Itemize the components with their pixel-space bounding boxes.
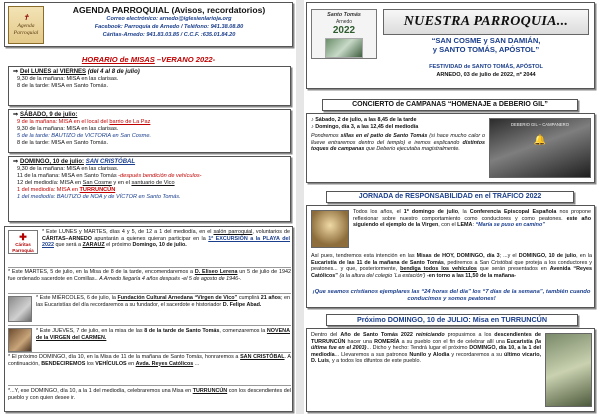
event-text: . A continuación, [8, 354, 291, 367]
jornada-text: 1º domingo de julio [403, 209, 458, 215]
proximo-part: Año de Santo Tomás 2022 [340, 332, 413, 338]
schedule-line [17, 187, 286, 194]
event-turruncun [8, 388, 291, 401]
event-text: TURRUNCÚN [192, 388, 228, 394]
nuestra-parroquia-header [306, 2, 595, 89]
proximo-box [306, 328, 595, 412]
agenda-title: AGENDA PARROQUIAL (Avisos, recordatorios) [72, 5, 266, 15]
event-text: Fundación Cultural Arnedana [117, 295, 193, 301]
arrow-right-icon: ⇒ [13, 112, 19, 118]
concierto-line [311, 117, 485, 124]
logo-line1: Agenda [17, 22, 35, 29]
event-text: “Virgen de Vico” [192, 295, 238, 301]
right-page [304, 0, 597, 414]
proximo-part: a su pueblo con el fin de celebrar allí una [399, 338, 507, 345]
jornada-text: , la [458, 209, 470, 215]
event-text: SAN CRISTÓBAL [240, 354, 285, 360]
jornada-text: (a la altura del colegio ‘La estación’) [337, 272, 427, 279]
stamp-year: 2022 [332, 24, 356, 36]
line-note: -después bendición de vehículos- [116, 173, 202, 180]
heart-cross-icon: ✚ [19, 232, 27, 242]
proximo-title: Próximo DOMINGO, 10 de JULIO: Misa en TURRUNCÚN [326, 314, 578, 326]
concierto-title: CONCIERTO de CAMPANAS “HOMENAJE a DEBERIO GIL” [322, 99, 578, 111]
jornada-text: este año siguiendo el ejemplo de la Virgen [353, 215, 591, 229]
proximo-part: Dentro del [311, 332, 341, 338]
schedule-line [17, 173, 286, 180]
concierto-line [311, 124, 485, 131]
schedule-line: 8 de la tarde: MISA en Santo Tomás. [17, 139, 109, 146]
event-text: cumplirá [237, 295, 261, 301]
day-name: SÁBADO, 9 de julio: [20, 112, 78, 118]
proximo-part: Nunilo y Alodia [409, 351, 450, 358]
schedule-sunday [8, 156, 291, 222]
line-text: 1 del mediodía: MISA en [17, 186, 80, 193]
proximo-part: Eucaristía [506, 338, 533, 345]
arrow-right-icon: ⇒ [13, 159, 19, 165]
saints-line1: “SAN COSME y SAN DAMIÁN, [431, 36, 541, 45]
event-text: VEHÍCULOS [95, 360, 127, 367]
proximo-part: ... Llevaremos a sus patronos [334, 351, 410, 358]
santo-tomas-stamp [311, 9, 377, 59]
event-text: D. Eliseo Lerena [194, 269, 238, 275]
jornada-text: que serán presentados en [476, 266, 550, 273]
line-place: santuario de Vico [131, 179, 175, 186]
turruncun-photo [545, 333, 592, 407]
event-novena [36, 328, 290, 341]
event-fundacion [36, 295, 290, 308]
schedule-line: 8 de la tarde: MISA en Santo Tomás. [17, 83, 109, 90]
music-note-icon: ♪ [311, 123, 316, 130]
concierto-box [306, 113, 595, 183]
horario-title [14, 55, 283, 64]
schedule-line: 9,30 de la mañana: MISA en las clarisas. [17, 166, 119, 173]
proximo-part: , y a todos los difuntos de este pueblo. [328, 358, 421, 365]
schedule-saturday [8, 109, 291, 153]
facebook-line: Facebook: Parroquia de Arnedo / Teléfono: 941.38.08.80 [94, 24, 244, 30]
jornada-text: Misas de HOY, DOMINGO, día 3 [416, 253, 500, 259]
jornada-text: : [472, 222, 476, 229]
day-detail: (del 4 al 8 de julio) [86, 69, 140, 75]
event-text: que será a [54, 242, 83, 249]
jornada-text: , pediremos a San Cristóbal que proteja a los conductores y peatones... y que, posteriormente, [311, 259, 592, 273]
email-line: Correo electrónico: arnedo@iglesienlarioja.org [106, 16, 232, 22]
event-eliseo [8, 269, 291, 282]
day-name: DOMINGO, 10 de julio: [20, 159, 85, 165]
line-place: barrio de La Paz [109, 119, 151, 126]
logo-line2: Parroquial [13, 29, 39, 36]
page-gutter [296, 0, 304, 414]
proximo-part: (la última fue en el 2003) [311, 338, 541, 352]
left-page [2, 0, 295, 414]
day-heading [13, 69, 286, 76]
caritas-line: Cáritas-Arnedo: 941.83.03.85 / C.C.F. :635.01.84.20 [102, 32, 236, 38]
cross-icon: ✝ [22, 13, 30, 22]
events-box [4, 226, 293, 412]
jornada-text: ; ...y el [499, 253, 519, 259]
issue-date: ARNEDO, 03 de julio de 2022, nº 2044 [436, 72, 536, 78]
divider [8, 385, 291, 386]
event-text: * Este MIÉRCOLES, 6 de julio, la [36, 295, 118, 301]
event-text: ZARAUZ [82, 242, 105, 249]
jornada-text: bendiga todos los vehículos [400, 266, 477, 273]
proximo-part: ROMERÍA [374, 338, 400, 345]
event-text: un 5 de julio de 1942 fue ordenado sacerdote en Comillas.. [8, 269, 292, 282]
divider [8, 352, 291, 353]
event-text: el próximo [104, 242, 133, 249]
desc-text: Pondremos [311, 133, 341, 140]
concierto-line-text: Domingo, día 3, a las 12,45 del mediodía [315, 123, 419, 130]
stamp-title: Santo Tomás [327, 12, 361, 18]
event-text: NOVENA de la VIRGEN del CARMEN. [36, 328, 290, 341]
desc-text: (si hace mucho calor o llueve entraremos dentro del templo) e iremos explicando [311, 133, 485, 146]
schedule-line: 9,30 de la mañana: MISA en las clarisas. [17, 76, 119, 83]
felipe-abad-photo [8, 296, 32, 322]
jornada-text: Todos los años, el [353, 209, 404, 215]
jornada-text: Conferencia Episcopal Española [469, 209, 557, 215]
jornada-body [311, 253, 592, 279]
day-name: Del LUNES al VIERNES [20, 69, 87, 75]
schedule-line: 5 de la tarde: BAUTIZO de VICTORIA en San Cosme. [17, 132, 151, 139]
event-text: Avda. Reyes Católicos [135, 360, 194, 367]
line-text: 9 de la mañana: MISA en el local del [17, 119, 110, 126]
caritas-label: Cáritas [15, 242, 31, 247]
event-text: , comenzaremos la [219, 328, 267, 334]
event-text: salón parroquial [213, 229, 253, 235]
event-text: 1ª EXCURSIÓN a la PLAYA del 2022 [42, 235, 290, 249]
jornada-text: DOMINGO, 10 de julio [518, 253, 577, 259]
schedule-weekdays [8, 66, 291, 106]
jornada-quote: ¡Que seamos cristianos ejemplares las “24 horas del día” los “7 días de la semana”, también cuando conducimos y somos peatones! [312, 289, 591, 303]
caritas-sub: Parroquia [12, 247, 34, 253]
festividad: FESTIVIDAD de SANTO TOMÁS, APÓSTOL [429, 64, 543, 70]
jornada-box [306, 205, 595, 308]
virgen-carmen-photo [8, 328, 32, 352]
schedule-line: 1 del mediodía: BAUTIZO de NOA y de VÍCTOR en Santo Tomás. [17, 193, 181, 200]
event-text: Domingo, 10 de julio. [132, 242, 187, 249]
event-text: , voluntarios de [252, 229, 291, 235]
event-text: ... [193, 360, 200, 367]
schedule-line [17, 119, 286, 126]
music-note-icon: ♪ [311, 117, 316, 123]
schedule-line: 9,30 de la mañana: MISA en las clarisas. [17, 126, 119, 133]
line-place: San Cosme [82, 179, 112, 186]
stamp-town: Arnedo [335, 18, 353, 25]
event-text: 8 de la tarde de Santo Tomás [144, 328, 220, 334]
line-text: 12 del mediodía: MISA en [17, 179, 83, 186]
event-text: BENDECIREMOS [41, 360, 86, 367]
church-icon [325, 38, 363, 58]
agenda-logo [8, 6, 44, 44]
event-text: * Este LUNES y MARTES, días 4 y 5, de 12 a 1 del mediodía, en el [42, 229, 214, 235]
event-text: los [85, 360, 96, 367]
proximo-part: propusimos a los [444, 332, 495, 338]
saints-line2: y SANTO TOMÁS, APÓSTOL” [432, 44, 540, 54]
jornada-text: LEMA [457, 222, 473, 229]
proximo-part: hacer una [345, 338, 375, 345]
caritas-logo [8, 230, 38, 254]
event-excursion [42, 229, 290, 249]
jornada-text: , con el [438, 222, 458, 229]
jornada-text: nos propone reflexionar sobre nuestro comportamiento como conductores y como peatones. [353, 209, 591, 222]
divider [8, 293, 291, 294]
jornada-text: “María se puso en camino” [475, 222, 545, 229]
desc-text: que Deberio ejecutaba magistralmente. [364, 146, 460, 153]
event-text: A Arnedo llegaría 4 años después -el 5 de agosto de 1946-. [99, 275, 242, 282]
jornada-text: -en torno a las 11,50 de la mañana- [426, 272, 516, 279]
banner-title: NUESTRA PARROQUIA... [383, 9, 589, 35]
event-text: en [126, 360, 136, 367]
line-place: TURRUNCÚN [79, 186, 116, 193]
arrow-right-icon: ⇒ [13, 69, 19, 75]
virgen-photo [311, 210, 349, 248]
horario-title-suffix: –VERANO 2022- [154, 55, 216, 64]
proximo-part: descendientes de TURRUNCÚN [311, 332, 541, 345]
day-extra: SAN CRISTÓBAL [85, 159, 136, 165]
desc-text: sillas en el patio de Santo Tomás [340, 133, 428, 140]
event-text: con los descendientes del pueblo y con quien desee ir. [8, 388, 291, 401]
saints-title [379, 37, 593, 55]
proximo-part: DOMINGO, día 10, a la 1 del mediodía [311, 345, 541, 358]
jornada-intro [353, 209, 591, 229]
deberio-gil-photo [489, 118, 591, 178]
line-text: y en el [111, 179, 132, 186]
event-text: ; en las Eucaristías del día recordaremos a su fundador, el sacerdote e historiador [36, 295, 291, 308]
event-text: * Este MARTES, 5 de julio, en la Misa de 8 de la tarde, encomendaremos a [8, 269, 195, 275]
horario-title-main: HORARIO de MISAS [81, 55, 155, 64]
event-text: apuntarán a quienes quieran participar en la [91, 235, 209, 242]
event-text: * El próximo DOMINGO, día 10, en la Misa de 11 de la mañana de Santo Tomás, honraremos a [8, 354, 241, 360]
proximo-part: último vicario, D. Luis [311, 351, 541, 365]
event-text: D. Felipe Abad. [222, 301, 262, 308]
concierto-text [311, 117, 485, 153]
divider [8, 267, 291, 268]
jornada-text: Así pues, tendremos esta intención en las [311, 253, 417, 259]
day-heading [13, 159, 286, 166]
proximo-text [311, 332, 541, 365]
desc-text: distintos toques de campanas [311, 139, 485, 153]
jornada-text: Eucaristía de las 11 de la mañana de Santo Tomás [311, 259, 444, 266]
proximo-part: reiniciando [412, 332, 445, 338]
event-text: 21 años [260, 295, 281, 301]
proximo-part: ... Dicho y hecho: Tendrá lugar el próximo [366, 345, 470, 352]
event-san-cristobal [8, 354, 291, 367]
concierto-desc [311, 133, 485, 153]
jornada-text: Avenida “Reyes Católicos” [311, 266, 592, 279]
jornada-title: JORNADA de RESPONSABILIDAD en el TRÁFICO 2022 [326, 191, 574, 203]
event-text: *...Y, ese DOMINGO, día 10, a la 1 del mediodía, celebraremos una Misa en [8, 388, 193, 394]
agenda-header [4, 2, 293, 47]
bell-icon: 🔔 [533, 135, 547, 147]
jornada-text: , en la [576, 253, 593, 259]
concierto-line-text: Sábado, 2 de julio, a las 8,45 de la tarde [315, 117, 417, 123]
proximo-part: y recordaremos a su [449, 351, 504, 358]
day-heading [13, 112, 286, 119]
event-text: CÁRITAS–ARNEDO [42, 235, 92, 242]
photo-caption: DEBERIO GIL – CAMPANERO [511, 122, 569, 127]
divider [8, 325, 291, 326]
event-text: * Este JUEVES, 7 de julio, en la misa de las [36, 328, 145, 334]
line-text: 11 de la mañana: MISA en Santo Tomás [17, 173, 117, 180]
schedule-line [17, 180, 286, 187]
